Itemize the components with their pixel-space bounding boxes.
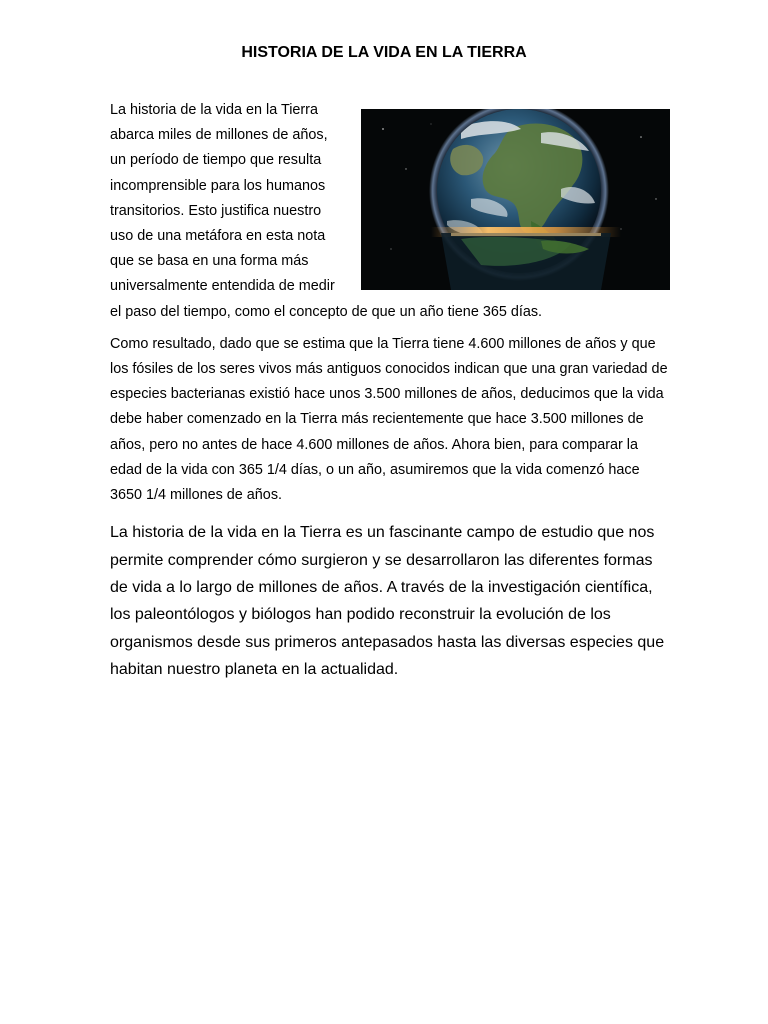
document-body [110,98,670,684]
paragraph-intro: La historia de la vida en la Tierra abarca miles de millones de años, un período de tiempo que resulta incomprensible para los humanos transitorios. Esto justifica nuestro uso de una metáfora en esta nota que se basa en una forma más universalmente entendida de medir el paso del tiempo, como el concepto de que un año tiene 365 días. [110,102,543,320]
paragraph-overview: La historia de la vida en la Tierra es un fascinante campo de estudio que nos permite comprender cómo surgieron y se desarrollaron las diferentes formas de vida a lo largo de millones de años. A través de la investigación científica, los paleontólogos y biólogos han podido reconstruir la evolución de los organismos desde sus primeros antepasados hasta las diversas especies que habitan nuestro planeta en la actualidad. [110,524,665,679]
earth-image [361,109,670,290]
page-title: HISTORIA DE LA VIDA EN LA TIERRA [241,44,527,61]
paragraph-timeline: Como resultado, dado que se estima que la Tierra tiene 4.600 millones de años y que los fósiles de los seres vivos más antiguos conocidos indican que una gran variedad de especies bacterianas existió hace unos 3.500 millones de años, deducimos que la vida debe haber comenzado en la Tierra más recientemente que hace 3.500 millones de años, pero no antes de hace 4.600 millones de años. Ahora bien, para comparar la edad de la vida con 365 1/4 días, o un año, asumiremos que la vida comenzó hace 3650 1/4 millones de años. [110,335,668,504]
